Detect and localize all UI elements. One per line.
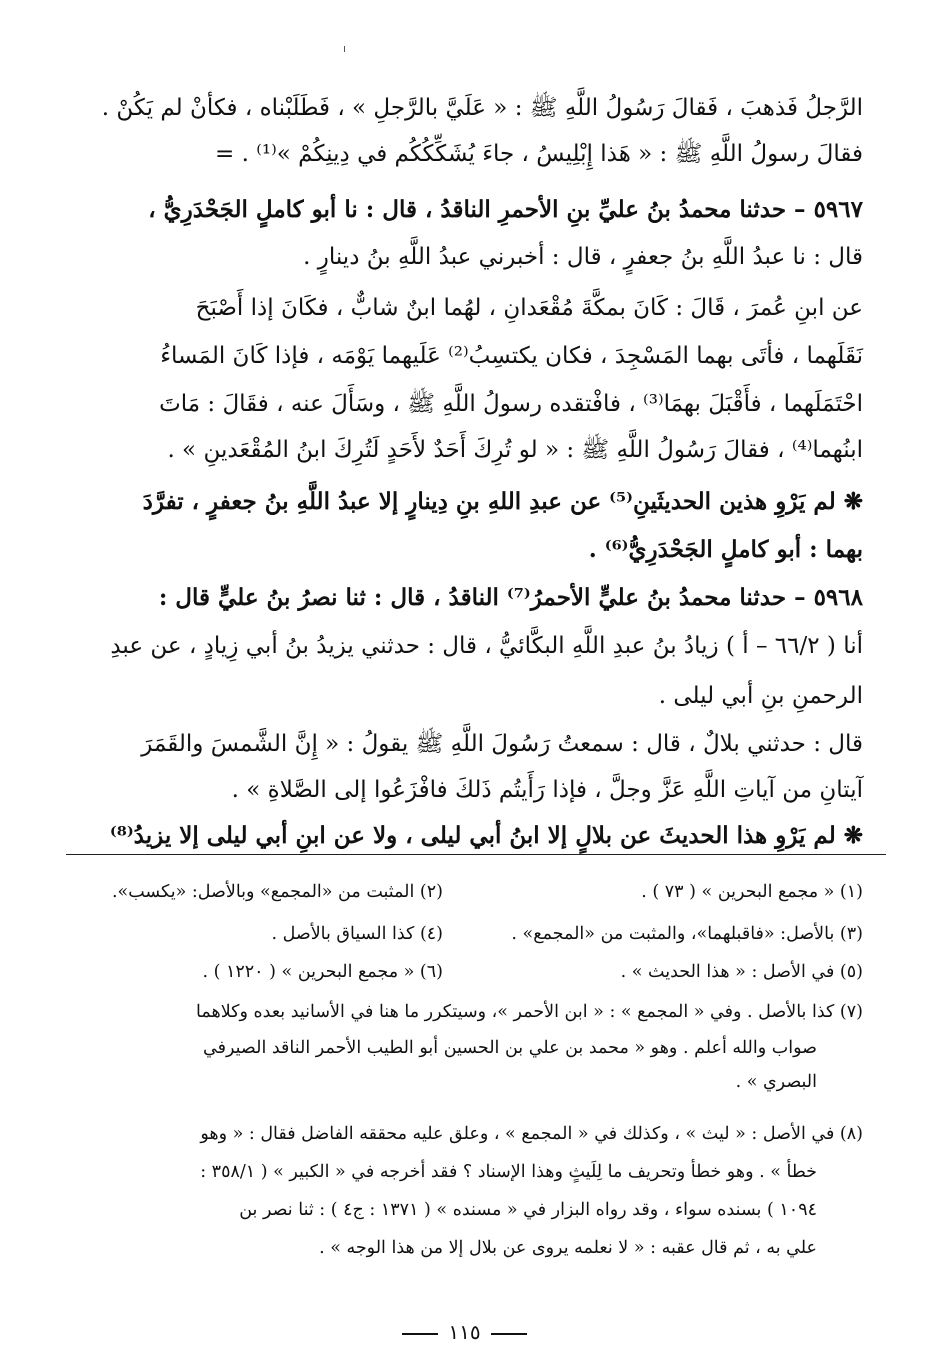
footnote-8-line: علي به ، ثم قال عقبه : « لا نعلمه يروى عن بلال إلا من هذا الوجه » .: [319, 1238, 817, 1258]
body-line: الرَّجلُ فَذهبَ ، فَقالَ رَسُولُ اللَّهِ ﷺ : « عَلَيَّ بالرَّجلِ » ، فَطَلَبْناه ، فكأنْ لم يَكُنْ .: [101, 95, 863, 121]
commentary-line: ❋ لم يَرْوِ هذا الحديثَ عن بلالٍ إلا ابنُ أبي ليلى ، ولا عن ابنِ أبي ليلى إلا يزيدُ⁽⁸⁾: [109, 822, 863, 849]
footnote-2: (٢) المثبت من «المجمع» وبالأصل: «يكسب».: [111, 882, 443, 902]
footnote-8-line: (٨) في الأصل : « ليث » ، وكذلك في « المجمع » ، وعلق عليه محققه الفاضل فقال : « وهو: [200, 1124, 863, 1144]
body-line: عن ابنِ عُمرَ ، قَالَ : كَانَ بمكَّةَ مُقْعَدانِ ، لهُما ابنٌ شابٌّ ، فكَانَ إذا أَصْبَحَ: [195, 295, 863, 321]
body-line: نَقَلَهما ، فأتَى بهما المَسْجِدَ ، فكان يكتسِبُ⁽²⁾ عَلَيهما يَوْمَه ، فإذا كَانَ المَساءُ: [160, 343, 863, 369]
body-line: ابنُهما⁽⁴⁾ ، فقالَ رَسُولُ اللَّهِ ﷺ : « لو تُرِكَ أَحَدٌ لأَحَدٍ لَتُرِكَ ابنُ المُقْعَدينِ » .: [167, 437, 863, 463]
footnote-7-line: صواب والله أعلم . وهو « محمد بن علي بن الحسين أبو الطيب الأحمر الناقد الصيرفي: [203, 1038, 817, 1058]
footnote-6: (٦) « مجمع البحرين » ( ١٢٢٠ ) .: [202, 962, 443, 982]
dash-right: [402, 1333, 438, 1335]
footnote-7-line: (٧) كذا بالأصل . وفي « المجمع » : « ابن الأحمر »، وسيتكرر ما هنا في الأسانيد بعده وكلاهما: [196, 1002, 863, 1022]
footnote-3: (٣) بالأصل: «فاقبلهما»، والمثبت من «المجمع» .: [511, 924, 863, 944]
page-mark: [344, 46, 345, 52]
footnote-divider: [66, 854, 886, 855]
dash-left: [491, 1333, 527, 1335]
hadith-5967-heading: ٥٩٦٧ – حدثنا محمدُ بنُ عليِّ بنِ الأحمرِ الناقدُ ، قال : نا أبو كاملٍ الجَحْدَرِيُّ ،: [148, 196, 863, 223]
body-line: أنا ( ٦٦/٢ – أ ) زيادُ بنُ عبدِ اللَّهِ البكَّائيُّ ، قال : حدثني يزيدُ بنُ أبي زِيادٍ ، عن عبدِ: [110, 633, 863, 659]
footnote-8-line: خطأ » . وهو خطأ وتحريف ما لِلَيثٍ وهذا الإسناد ؟ فقد أخرجه في « الكبير » ( ٣٥٨/١ :: [200, 1162, 817, 1182]
body-line: الرحمنِ بنِ أبي ليلى .: [658, 683, 863, 709]
body-line: قال : نا عبدُ اللَّهِ بنُ جعفرٍ ، قال : أخبرني عبدُ اللَّهِ بنُ دينارٍ .: [303, 244, 863, 270]
body-line: احْتَمَلَهما ، فأَقْبَلَ بهمَا⁽³⁾ ، فافْتقده رسولُ اللَّهِ ﷺ ، وسَأَلَ عنه ، فقَالَ : مَاتَ: [159, 391, 863, 417]
page-number-text: ١١٥: [448, 1320, 481, 1344]
footnote-7-line: البصري » .: [735, 1072, 817, 1092]
footnote-1: (١) « مجمع البحرين » ( ٧٣ ) .: [641, 882, 863, 902]
footnote-5: (٥) في الأصل : « هذا الحديث » .: [620, 962, 863, 982]
footnote-4: (٤) كذا السياق بالأصل .: [271, 924, 443, 944]
commentary-line: بهما : أبو كاملٍ الجَحْدَرِيُّ⁽⁶⁾ .: [588, 536, 863, 563]
hadith-5968-heading: ٥٩٦٨ – حدثنا محمدُ بنُ عليٍّ الأحمرُ⁽⁷⁾ الناقدُ ، قال : ثنا نصرُ بنُ عليٍّ قال :: [158, 584, 863, 611]
page-number: [0, 1320, 929, 1344]
body-line: فقالَ رسولُ اللَّهِ ﷺ : « هَذا إِبْلِيسُ ، جاءَ يُشَكِّكُكُم في دِينِكُمْ »⁽¹⁾ . =: [215, 141, 863, 167]
body-line: قال : حدثني بلالٌ ، قال : سمعتُ رَسُولَ اللَّهِ ﷺ يقولُ : « إِنَّ الشَّمسَ والقَمَرَ: [141, 731, 863, 757]
commentary-line: ❋ لم يَرْوِ هذين الحديثَينِ⁽⁵⁾ عن عبدِ اللهِ بنِ دِينارٍ إلا عبدُ اللَّهِ بنُ جعفرٍ ، تفرَّدَ: [142, 488, 863, 515]
footnote-8-line: ١٠٩٤ ) بسنده سواء ، وقد رواه البزار في « مسنده » ( ١٣٧١ : ج٤ ) : ثنا نصر بن: [239, 1200, 817, 1220]
body-line: آيتانِ من آياتِ اللَّهِ عَزَّ وجلَّ ، فإذا رَأَيتُم ذَلكَ فافْزَعُوا إلى الصَّلاةِ » .: [231, 777, 863, 803]
